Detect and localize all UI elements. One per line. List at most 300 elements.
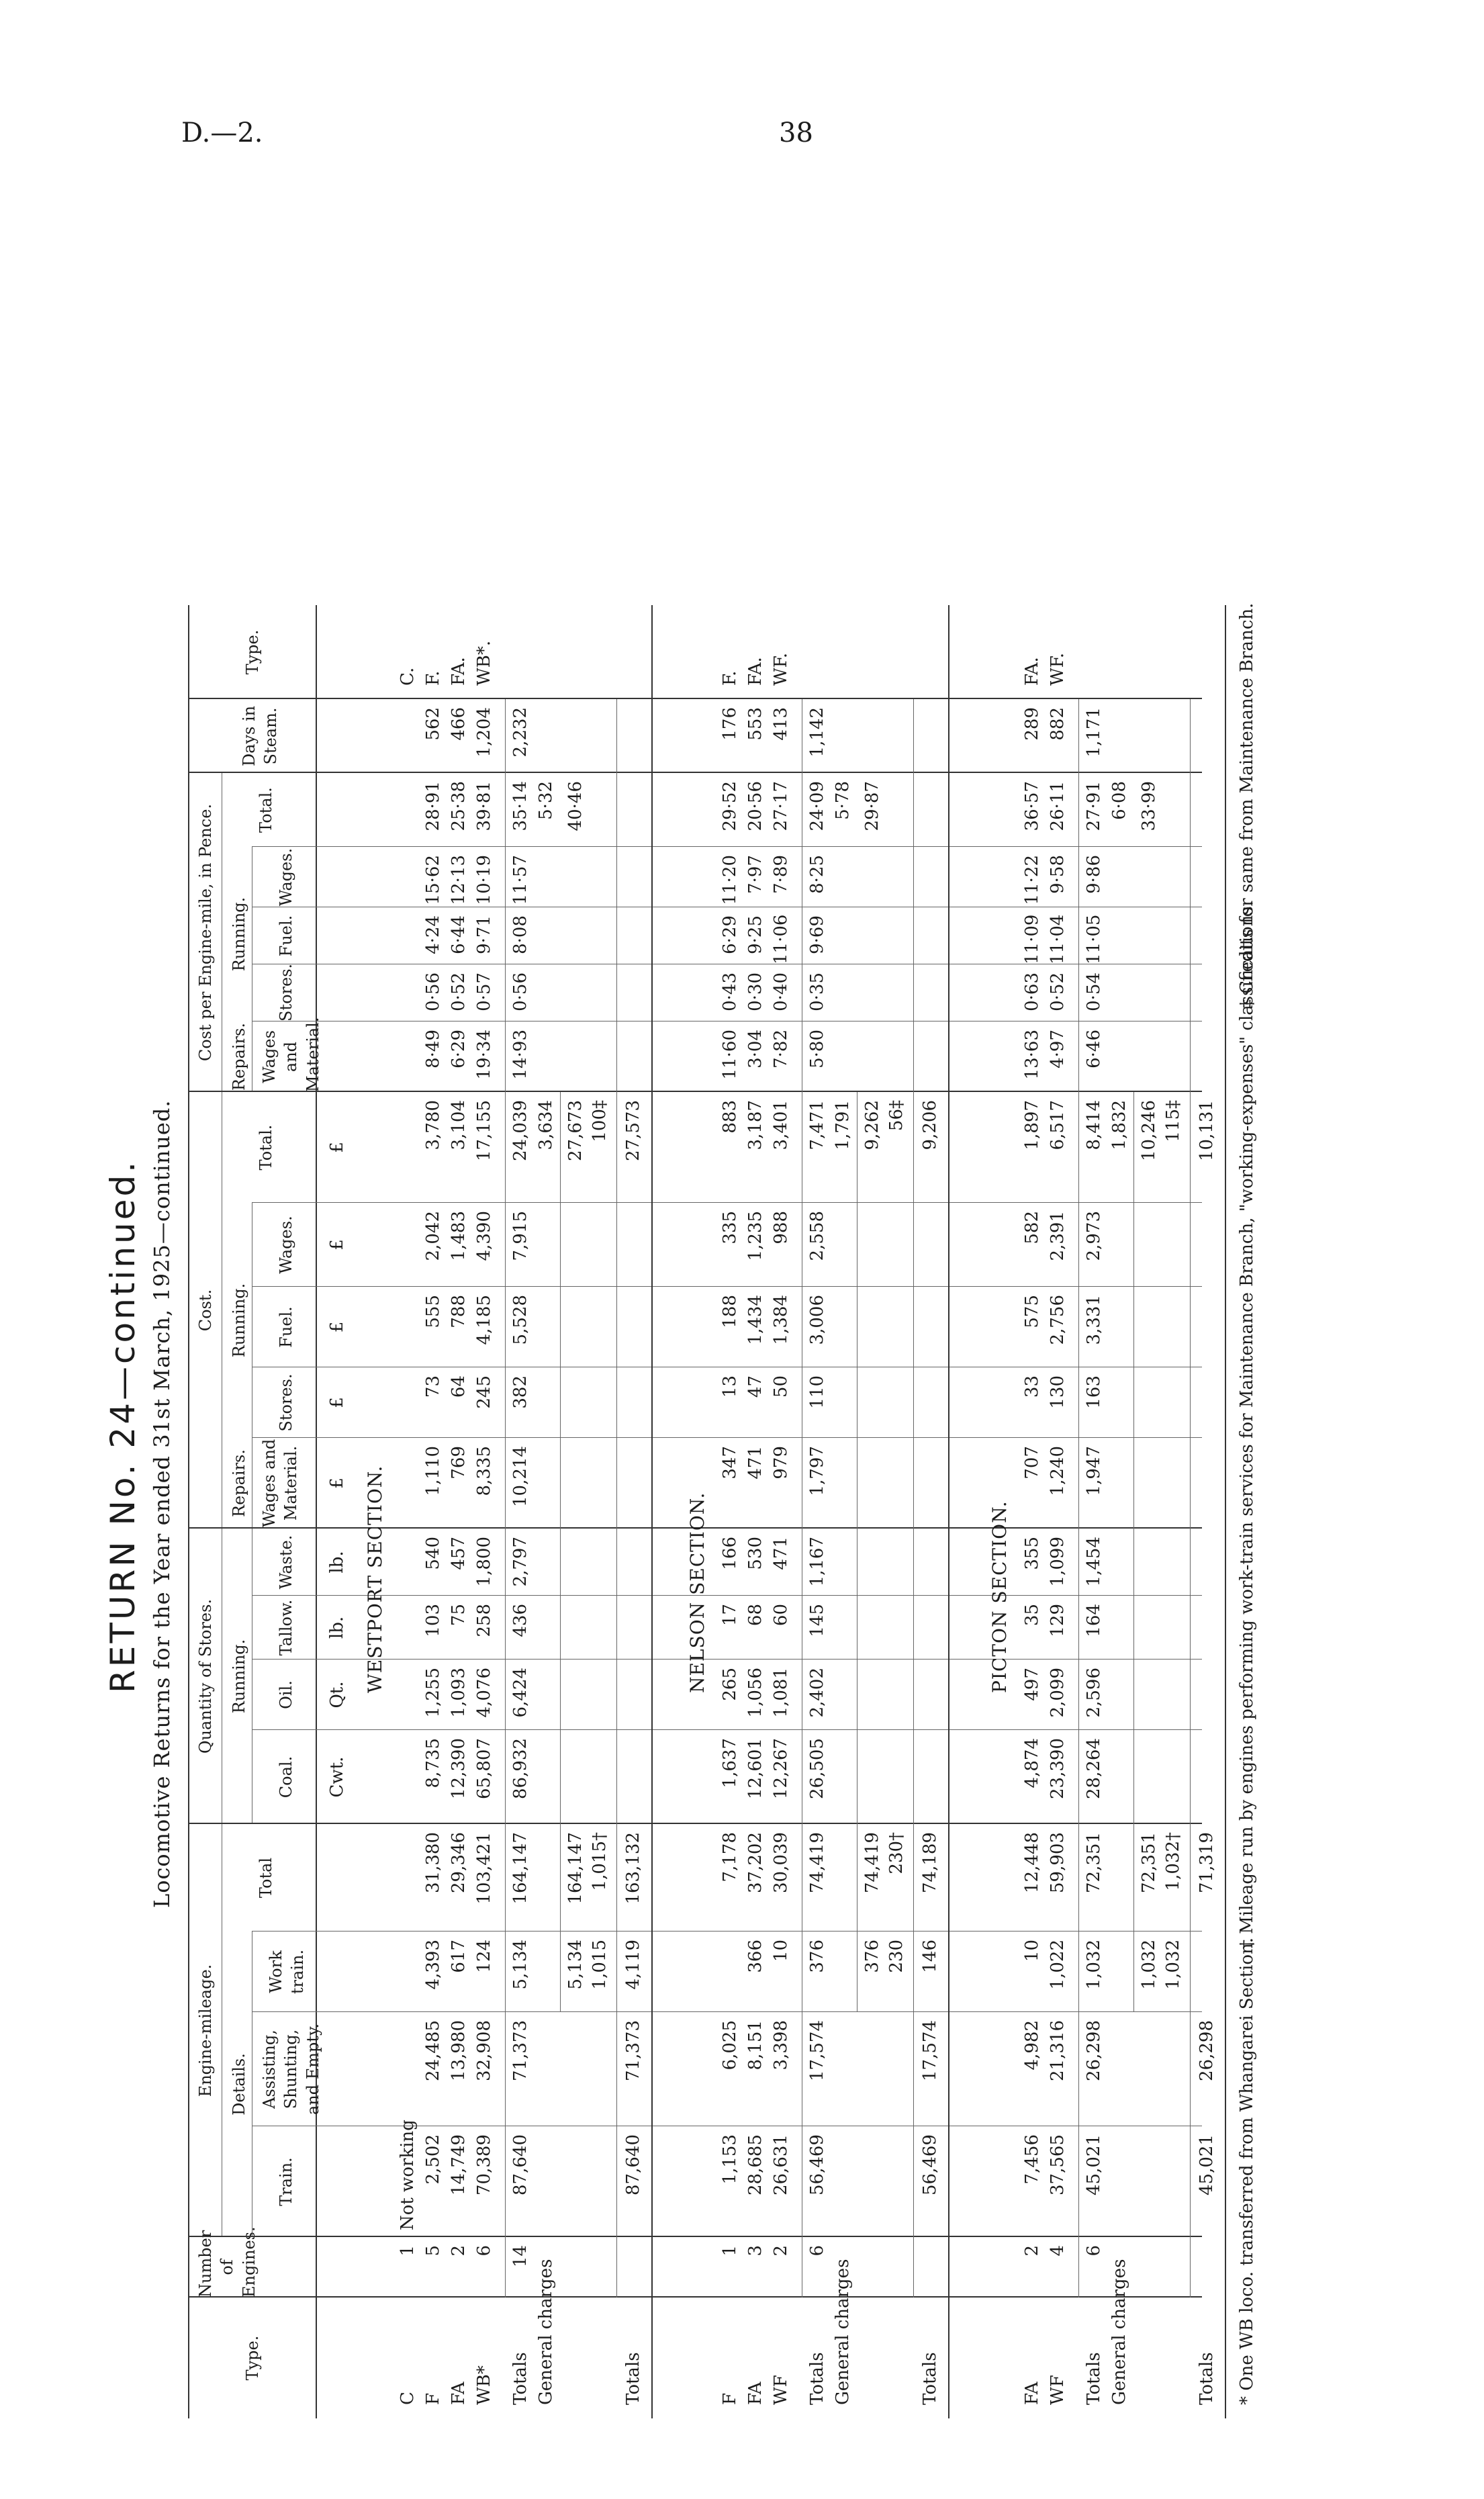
row-c-fuel: 1,434 (745, 1295, 766, 1345)
row-p-total: 28·91 (423, 781, 443, 831)
row-type-right: WF. (771, 653, 791, 686)
row-type: WB* (474, 2365, 494, 2405)
row-p-fuel: 6·44 (449, 915, 469, 954)
row-type: F (423, 2392, 443, 2405)
totals-p-repairs: 6·46 (1084, 1030, 1104, 1069)
row-tallow: 35 (1022, 1604, 1042, 1627)
row-c-repairs: 8,335 (474, 1446, 494, 1496)
row-tallow: 68 (745, 1604, 766, 1627)
general-charges-label: General charges (833, 2259, 853, 2405)
general-charges-cost: 1,832 (1109, 1100, 1129, 1150)
row-c-stores: 130 (1048, 1375, 1068, 1409)
row-p-wages: 7·89 (771, 855, 791, 894)
totals-work: 376 (807, 1940, 827, 1973)
row-type: FA (1022, 2381, 1042, 2405)
row-p-wages: 15·62 (423, 855, 443, 905)
row-assist: 4,982 (1022, 2020, 1042, 2071)
row-p-fuel: 11·04 (1048, 914, 1068, 964)
row-c-fuel: 575 (1022, 1295, 1042, 1328)
row-days: 882 (1048, 707, 1068, 741)
row-type-right: WF. (1048, 653, 1068, 686)
row-num: 2 (1022, 2245, 1042, 2257)
row-p-repairs: 13·63 (1022, 1030, 1042, 1080)
row-oil: 265 (720, 1668, 740, 1701)
subtotal-work: 1,032 (1139, 1940, 1159, 1990)
subtotal-work: 376 (862, 1940, 882, 1973)
row-c-repairs: 769 (449, 1446, 469, 1480)
header-number-of-engines: Number of Engines. (196, 2226, 259, 2298)
row-waste: 1,099 (1048, 1537, 1068, 1587)
row-train: 28,685 (745, 2134, 766, 2195)
final-totals-train: 56,469 (920, 2134, 940, 2195)
row-total: 30,039 (771, 1832, 791, 1893)
row-work: 617 (449, 1940, 469, 1973)
header-assisting: Assisting, Shunting, and Empty. (260, 2023, 322, 2116)
row-oil: 497 (1022, 1668, 1042, 1701)
totals-p-wages: 9·86 (1084, 855, 1104, 894)
row-p-stores: 0·52 (449, 972, 469, 1011)
row-assist: 3,398 (771, 2020, 791, 2071)
unit-pound: £ (327, 1478, 347, 1489)
row-c-fuel: 2,756 (1048, 1295, 1068, 1345)
row-c-total: 3,780 (423, 1100, 443, 1150)
row-oil: 4,076 (474, 1668, 494, 1718)
totals-tallow: 145 (807, 1604, 827, 1637)
header-cost: Cost. (196, 1289, 215, 1332)
rule-horizontal (188, 605, 189, 2418)
row-assist: 8,151 (745, 2020, 766, 2071)
totals-p-wages: 11·57 (510, 855, 530, 905)
final-totals-work: 4,119 (623, 1940, 643, 1990)
totals-waste: 1,167 (807, 1537, 827, 1587)
row-train: 7,456 (1022, 2134, 1042, 2185)
credit-cost: 56‡ (886, 1100, 907, 1132)
totals-p-fuel: 11·05 (1084, 914, 1104, 964)
header-cost-total: Total. (257, 1124, 275, 1171)
row-p-repairs: 7·82 (771, 1030, 791, 1069)
rule-horizontal (505, 699, 506, 2298)
header-engine-mileage: Engine-mileage. (196, 1964, 215, 2097)
row-p-total: 25·38 (449, 781, 469, 831)
row-train: 2,502 (423, 2134, 443, 2185)
rule-vertical (188, 698, 1202, 699)
row-p-fuel: 4·24 (423, 915, 443, 954)
row-c-wages: 335 (720, 1211, 740, 1244)
row-total: 12,448 (1022, 1832, 1042, 1893)
row-type-right: FA. (449, 657, 469, 686)
totals-coal: 26,505 (807, 1738, 827, 1799)
row-work: 124 (474, 1940, 494, 1973)
row-p-repairs: 4·97 (1048, 1030, 1068, 1069)
row-days: 562 (423, 707, 443, 741)
subtotal-cost: 27,673 (565, 1100, 586, 1161)
unit-pound: £ (327, 1397, 347, 1408)
row-p-total: 27·17 (771, 781, 791, 831)
section-title: NELSON SECTION. (686, 1492, 708, 1693)
unit-tallow: lb. (327, 1616, 347, 1639)
row-p-repairs: 6·29 (449, 1030, 469, 1069)
header-cost-fuel: Fuel. (277, 1306, 295, 1348)
row-train: 26,631 (771, 2134, 791, 2195)
row-coal: 12,601 (745, 1738, 766, 1799)
header-pence-wages: Wages. (277, 848, 295, 907)
row-type: F (720, 2392, 740, 2405)
totals-days: 1,142 (807, 707, 827, 758)
totals-num: 6 (1084, 2245, 1104, 2257)
row-p-stores: 0·63 (1022, 972, 1042, 1011)
row-p-wages: 12·13 (449, 855, 469, 905)
row-p-stores: 0·30 (745, 972, 766, 1011)
row-c-wages: 2,391 (1048, 1211, 1068, 1261)
row-p-repairs: 3·04 (745, 1030, 766, 1069)
header-pence-fuel: Fuel. (277, 915, 295, 957)
totals-c-fuel: 5,528 (510, 1295, 530, 1345)
row-num: 2 (449, 2245, 469, 2257)
rule-horizontal (1225, 605, 1226, 2418)
final-totals-total: 74,189 (920, 1832, 940, 1893)
totals-waste: 2,797 (510, 1537, 530, 1587)
row-num: 5 (423, 2245, 443, 2257)
unit-waste: lb. (327, 1551, 347, 1574)
row-waste: 540 (423, 1537, 443, 1570)
row-p-fuel: 9·71 (474, 915, 494, 954)
row-c-fuel: 555 (423, 1295, 443, 1328)
final-totals-c-total: 27,573 (623, 1100, 643, 1161)
row-oil: 2,099 (1048, 1668, 1068, 1718)
general-charges-pence: 6·08 (1109, 781, 1129, 820)
row-c-repairs: 1,110 (423, 1446, 443, 1496)
row-coal: 8,735 (423, 1738, 443, 1788)
row-tallow: 103 (423, 1604, 443, 1637)
totals-label: Totals (510, 2352, 530, 2405)
page-reference: D.—2. (181, 118, 263, 148)
totals-oil: 2,596 (1084, 1668, 1104, 1718)
totals-coal: 86,932 (510, 1738, 530, 1799)
credit-work: 230 (886, 1940, 907, 1973)
row-c-stores: 64 (449, 1375, 469, 1398)
row-p-wages: 11·22 (1022, 855, 1042, 905)
totals-c-wages: 2,973 (1084, 1211, 1104, 1261)
totals-c-total: 7,471 (807, 1100, 827, 1150)
row-p-repairs: 19·34 (474, 1030, 494, 1080)
subtotal-pence: 33·99 (1139, 781, 1159, 831)
totals-num: 6 (807, 2245, 827, 2257)
row-total: 59,903 (1048, 1832, 1068, 1893)
row-num: 3 (745, 2245, 766, 2257)
general-charges-cost: 3,634 (536, 1100, 556, 1150)
row-days: 1,204 (474, 707, 494, 758)
row-p-wages: 9·58 (1048, 855, 1068, 894)
row-c-wages: 1,235 (745, 1211, 766, 1261)
subtotal-cost: 10,246 (1139, 1100, 1159, 1161)
row-total: 29,346 (449, 1832, 469, 1893)
header-train: Train. (277, 2157, 295, 2206)
general-charges-label: General charges (1109, 2259, 1129, 2405)
totals-p-fuel: 8·08 (510, 915, 530, 954)
subtotal-cost: 9,262 (862, 1100, 882, 1150)
rule-horizontal (1133, 1092, 1134, 2012)
row-p-fuel: 11·09 (1022, 914, 1042, 964)
row-assist: 24,485 (423, 2020, 443, 2081)
totals-p-wages: 8·25 (807, 855, 827, 894)
row-waste: 166 (720, 1537, 740, 1570)
totals-label: Totals (1084, 2352, 1104, 2405)
row-c-repairs: 1,240 (1048, 1446, 1068, 1496)
row-coal: 1,637 (720, 1738, 740, 1788)
row-c-total: 6,517 (1048, 1100, 1068, 1150)
general-charges-label: General charges (536, 2259, 556, 2405)
totals-c-fuel: 3,006 (807, 1295, 827, 1345)
footnote-star: * One WB loco. transferred from Whangarei Section. (1237, 1937, 1257, 2405)
header-total-mileage: Total (257, 1857, 275, 1899)
final-totals-assist: 26,298 (1197, 2020, 1217, 2081)
row-tallow: 75 (449, 1604, 469, 1627)
final-totals-total: 163,132 (623, 1832, 643, 1905)
final-totals-label: Totals (1197, 2352, 1217, 2405)
totals-num: 14 (510, 2245, 530, 2268)
row-type: C (398, 2392, 418, 2405)
credit-cost: 100‡ (590, 1100, 610, 1142)
row-num: 4 (1048, 2245, 1068, 2257)
final-totals-work: 146 (920, 1940, 940, 1973)
row-total: 103,421 (474, 1832, 494, 1905)
final-totals-label: Totals (920, 2352, 940, 2405)
row-type-right: F. (720, 670, 740, 686)
totals-c-stores: 110 (807, 1375, 827, 1409)
row-assist: 21,316 (1048, 2020, 1068, 2081)
totals-c-repairs: 1,947 (1084, 1446, 1104, 1496)
row-train: 1,153 (720, 2134, 740, 2185)
subtotal-work: 5,134 (565, 1940, 586, 1990)
header-pence-repairs: Repairs. (230, 1022, 248, 1091)
totals-assist: 17,574 (807, 2020, 827, 2081)
totals-c-wages: 7,915 (510, 1211, 530, 1261)
totals-oil: 6,424 (510, 1668, 530, 1718)
row-p-stores: 0·52 (1048, 972, 1068, 1011)
unit-coal: Cwt. (327, 1756, 347, 1798)
totals-p-fuel: 9·69 (807, 915, 827, 954)
row-oil: 1,255 (423, 1668, 443, 1718)
row-type-right: FA. (1022, 657, 1042, 686)
header-work-train: Work train. (267, 1949, 308, 1995)
row-days: 413 (771, 707, 791, 741)
row-num: 1 (720, 2245, 740, 2257)
table-subtitle: Locomotive Returns for the Year ended 31st March, 1925—continued. (149, 1099, 175, 1908)
footnote-ddagger: ‡ Credits for same from Maintenance Branch. (1237, 602, 1257, 1008)
row-c-total: 3,104 (449, 1100, 469, 1150)
row-c-stores: 33 (1022, 1375, 1042, 1398)
credit-work: 1,015 (590, 1940, 610, 1990)
rule-horizontal (651, 605, 653, 2418)
row-work: 1,022 (1048, 1940, 1068, 1990)
row-waste: 457 (449, 1537, 469, 1570)
totals-p-total: 35·14 (510, 781, 530, 831)
header-pence-running: Running. (230, 897, 248, 972)
final-totals-label: Totals (623, 2352, 643, 2405)
row-type: WF (1048, 2375, 1068, 2405)
header-type: Type. (243, 2335, 262, 2381)
row-tallow: 60 (771, 1604, 791, 1627)
row-c-wages: 4,390 (474, 1211, 494, 1261)
subtotal-total: 72,351 (1139, 1832, 1159, 1893)
credit-total: 230† (886, 1832, 907, 1874)
totals-p-stores: 0·54 (1084, 972, 1104, 1011)
header-quantity-of-stores: Quantity of Stores. (196, 1598, 215, 1754)
subtotal-pence: 40·46 (565, 781, 586, 831)
row-assist: 6,025 (720, 2020, 740, 2071)
rule-horizontal (316, 605, 317, 2418)
row-not-working: Not working (398, 2120, 418, 2230)
totals-c-stores: 163 (1084, 1375, 1104, 1409)
totals-total: 72,351 (1084, 1832, 1104, 1893)
totals-tallow: 436 (510, 1604, 530, 1637)
totals-c-fuel: 3,331 (1084, 1295, 1104, 1345)
totals-total: 164,147 (510, 1832, 530, 1905)
row-c-total: 1,897 (1022, 1100, 1042, 1150)
row-c-fuel: 188 (720, 1295, 740, 1328)
credit-work: 1,032 (1163, 1940, 1183, 1990)
totals-train: 87,640 (510, 2134, 530, 2195)
rule-horizontal (948, 605, 949, 2418)
row-waste: 530 (745, 1537, 766, 1570)
row-p-stores: 0·43 (720, 972, 740, 1011)
row-p-wages: 7·97 (745, 855, 766, 894)
row-c-repairs: 347 (720, 1446, 740, 1480)
row-p-total: 26·11 (1048, 781, 1068, 831)
header-cost-repairs: Repairs. (230, 1449, 248, 1518)
subtotal-total: 164,147 (565, 1832, 586, 1905)
totals-c-repairs: 1,797 (807, 1446, 827, 1496)
row-c-repairs: 979 (771, 1446, 791, 1480)
row-coal: 4,874 (1022, 1738, 1042, 1788)
row-coal: 23,390 (1048, 1738, 1068, 1799)
rule-horizontal (913, 699, 914, 2298)
final-totals-train: 45,021 (1197, 2134, 1217, 2195)
row-c-total: 3,187 (745, 1100, 766, 1150)
row-waste: 355 (1022, 1537, 1042, 1570)
row-days: 553 (745, 707, 766, 741)
row-c-stores: 245 (474, 1375, 494, 1409)
row-c-stores: 47 (745, 1375, 766, 1398)
header-cost-per-mile: Cost per Engine-mile, in Pence. (196, 803, 215, 1062)
row-assist: 13,980 (449, 2020, 469, 2081)
totals-assist: 71,373 (510, 2020, 530, 2081)
row-p-total: 29·52 (720, 781, 740, 831)
table-title: RETURN No. 24—continued. (103, 1158, 142, 1693)
row-total: 31,380 (423, 1832, 443, 1893)
row-total: 37,202 (745, 1832, 766, 1893)
row-work: 4,393 (423, 1940, 443, 1990)
totals-assist: 26,298 (1084, 2020, 1104, 2081)
unit-oil: Qt. (327, 1681, 347, 1709)
final-totals-c-total: 10,131 (1197, 1100, 1217, 1161)
header-cost-wages: Wages. (277, 1216, 295, 1274)
totals-p-repairs: 5·80 (807, 1030, 827, 1069)
totals-waste: 1,454 (1084, 1537, 1104, 1587)
subtotal-pence: 29·87 (862, 781, 882, 831)
subtotal-total: 74,419 (862, 1832, 882, 1893)
row-c-total: 883 (720, 1100, 740, 1134)
row-type-right: F. (423, 670, 443, 686)
row-waste: 471 (771, 1537, 791, 1570)
rule-horizontal (616, 699, 617, 2298)
totals-p-total: 24·09 (807, 781, 827, 831)
row-p-total: 39·81 (474, 781, 494, 831)
row-type-right: C. (398, 667, 418, 686)
row-p-repairs: 11·60 (720, 1030, 740, 1080)
row-oil: 1,056 (745, 1668, 766, 1718)
totals-c-total: 24,039 (510, 1100, 530, 1161)
header-days-in-steam: Days in Steam. (240, 705, 281, 767)
totals-oil: 2,402 (807, 1668, 827, 1718)
row-tallow: 129 (1048, 1604, 1068, 1637)
final-totals-assist: 71,373 (623, 2020, 643, 2081)
totals-tallow: 164 (1084, 1604, 1104, 1637)
row-c-wages: 988 (771, 1211, 791, 1244)
final-totals-total: 71,319 (1197, 1832, 1217, 1893)
section-title: WESTPORT SECTION. (364, 1465, 386, 1693)
row-c-fuel: 1,384 (771, 1295, 791, 1345)
general-charges-pence: 5·78 (833, 781, 853, 820)
header-cost-wages-material: Wages and Material. (260, 1439, 301, 1528)
row-type-right: WB*. (474, 640, 494, 686)
row-waste: 1,800 (474, 1537, 494, 1587)
row-p-fuel: 6·29 (720, 915, 740, 954)
row-p-wages: 10·19 (474, 855, 494, 905)
totals-work: 5,134 (510, 1940, 530, 1990)
row-type: WF (771, 2375, 791, 2405)
credit-total: 1,032† (1163, 1832, 1183, 1891)
row-num: 2 (771, 2245, 791, 2257)
row-c-total: 3,401 (771, 1100, 791, 1150)
row-train: 37,565 (1048, 2134, 1068, 2195)
row-c-repairs: 471 (745, 1446, 766, 1480)
row-days: 289 (1022, 707, 1042, 741)
rule-horizontal (1190, 699, 1191, 2298)
header-details: Details. (230, 2053, 248, 2116)
page-number: 38 (779, 118, 813, 148)
totals-label: Totals (807, 2352, 827, 2405)
totals-p-repairs: 14·93 (510, 1030, 530, 1080)
final-totals-assist: 17,574 (920, 2020, 940, 2081)
row-oil: 1,093 (449, 1668, 469, 1718)
totals-p-total: 27·91 (1084, 781, 1104, 831)
totals-p-stores: 0·35 (807, 972, 827, 1011)
row-p-repairs: 8·49 (423, 1030, 443, 1069)
row-c-repairs: 707 (1022, 1446, 1042, 1480)
section-title: PICTON SECTION. (988, 1500, 1011, 1693)
credit-cost: 115‡ (1163, 1100, 1183, 1142)
row-type-right: FA. (745, 657, 766, 686)
row-work: 10 (771, 1940, 791, 1962)
row-tallow: 17 (720, 1604, 740, 1627)
general-charges-cost: 1,791 (833, 1100, 853, 1150)
row-work: 366 (745, 1940, 766, 1973)
header-cost-running: Running. (230, 1283, 248, 1358)
credit-total: 1,015† (590, 1832, 610, 1891)
header-stores-running: Running. (230, 1639, 248, 1714)
row-p-fuel: 9·25 (745, 915, 766, 954)
header-pence-total: Total. (257, 787, 275, 833)
row-p-total: 36·57 (1022, 781, 1042, 831)
row-c-wages: 2,042 (423, 1211, 443, 1261)
unit-pound: £ (327, 1142, 347, 1153)
row-coal: 65,807 (474, 1738, 494, 1799)
row-num: 1 (398, 2245, 418, 2257)
row-c-fuel: 788 (449, 1295, 469, 1328)
row-c-stores: 50 (771, 1375, 791, 1398)
header-pence-wages-material: Wages and Material. (260, 1017, 322, 1092)
